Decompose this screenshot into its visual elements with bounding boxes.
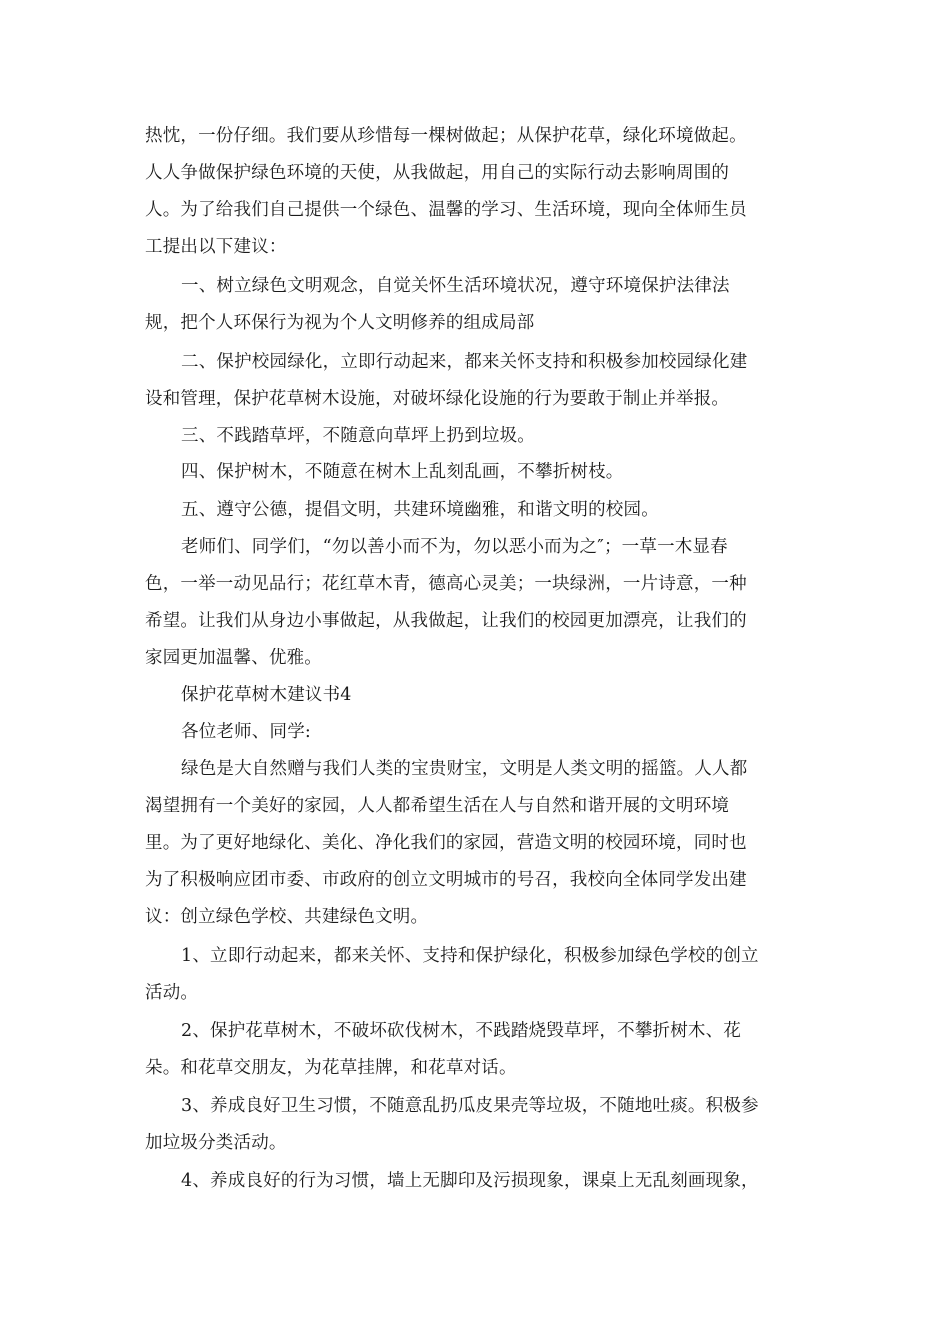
text-line: 色，一举一动见品行；花红草木青，德高心灵美；一块绿洲，一片诗意，一种 xyxy=(145,574,747,594)
text-line: 渴望拥有一个美好的家园，人人都希望生活在人与自然和谐开展的文明环境 xyxy=(145,796,730,816)
text-line: 里。为了更好地绿化、美化、净化我们的家园，营造文明的校园环境，同时也 xyxy=(145,833,747,853)
text-line: 老师们、同学们，“勿以善小而不为，勿以恶小而为之″；一草一木显春 xyxy=(181,537,728,557)
text-line: 活动。 xyxy=(145,983,199,1003)
text-line: 二、保护校园绿化，立即行动起来，都来关怀支持和积极参加校园绿化建 xyxy=(181,352,748,372)
text-line: 四、保护树木，不随意在树木上乱刻乱画，不攀折树枝。 xyxy=(181,462,624,482)
text-line: 各位老师、同学: xyxy=(181,722,311,742)
text-line: 家园更加温馨、优雅。 xyxy=(145,648,322,668)
text-line: 议：创立绿色学校、共建绿色文明。 xyxy=(145,907,429,927)
text-line: 人人争做保护绿色环境的天使，从我做起，用自己的实际行动去影响周围的 xyxy=(145,163,730,183)
text-line: 保护花草树木建议书4 xyxy=(181,685,352,705)
text-line: 绿色是大自然赠与我们人类的宝贵财宝，文明是人类文明的摇篮。人人都 xyxy=(181,759,748,779)
text-line: 热忱，一份仔细。我们要从珍惜每一棵树做起；从保护花草，绿化环境做起。 xyxy=(145,126,747,146)
text-line: 规，把个人环保行为视为个人文明修养的组成局部 xyxy=(145,313,535,333)
text-line: 4、养成良好的行为习惯，墙上无脚印及污损现象，课桌上无乱刻画现象， xyxy=(181,1171,759,1191)
text-line: 为了积极响应团市委、市政府的创立文明城市的号召，我校向全体同学发出建 xyxy=(145,870,747,890)
text-line: 朵。和花草交朋友，为花草挂牌，和花草对话。 xyxy=(145,1058,517,1078)
text-line: 1、立即行动起来，都来关怀、支持和保护绿化，积极参加绿色学校的创立 xyxy=(181,946,759,966)
text-line: 三、不践踏草坪，不随意向草坪上扔到垃圾。 xyxy=(181,426,535,446)
text-line: 工提出以下建议： xyxy=(145,237,287,257)
text-line: 一、树立绿色文明观念，自觉关怀生活环境状况，遵守环境保护法律法 xyxy=(181,276,730,296)
text-line: 设和管理，保护花草树木设施，对破坏绿化设施的行为要敢于制止并举报。 xyxy=(145,389,730,409)
text-line: 五、遵守公德，提倡文明，共建环境幽雅，和谐文明的校园。 xyxy=(181,500,659,520)
text-line: 人。为了给我们自己提供一个绿色、温馨的学习、生活环境，现向全体师生员 xyxy=(145,200,747,220)
text-line: 加垃圾分类活动。 xyxy=(145,1133,287,1153)
text-line: 希望。让我们从身边小事做起，从我做起，让我们的校园更加漂亮，让我们的 xyxy=(145,611,747,631)
text-line: 2、保护花草树木，不破坏砍伐树木，不践踏烧毁草坪，不攀折树木、花 xyxy=(181,1021,742,1041)
text-line: 3、养成良好卫生习惯，不随意乱扔瓜皮果壳等垃圾，不随地吐痰。积极参 xyxy=(181,1096,759,1116)
